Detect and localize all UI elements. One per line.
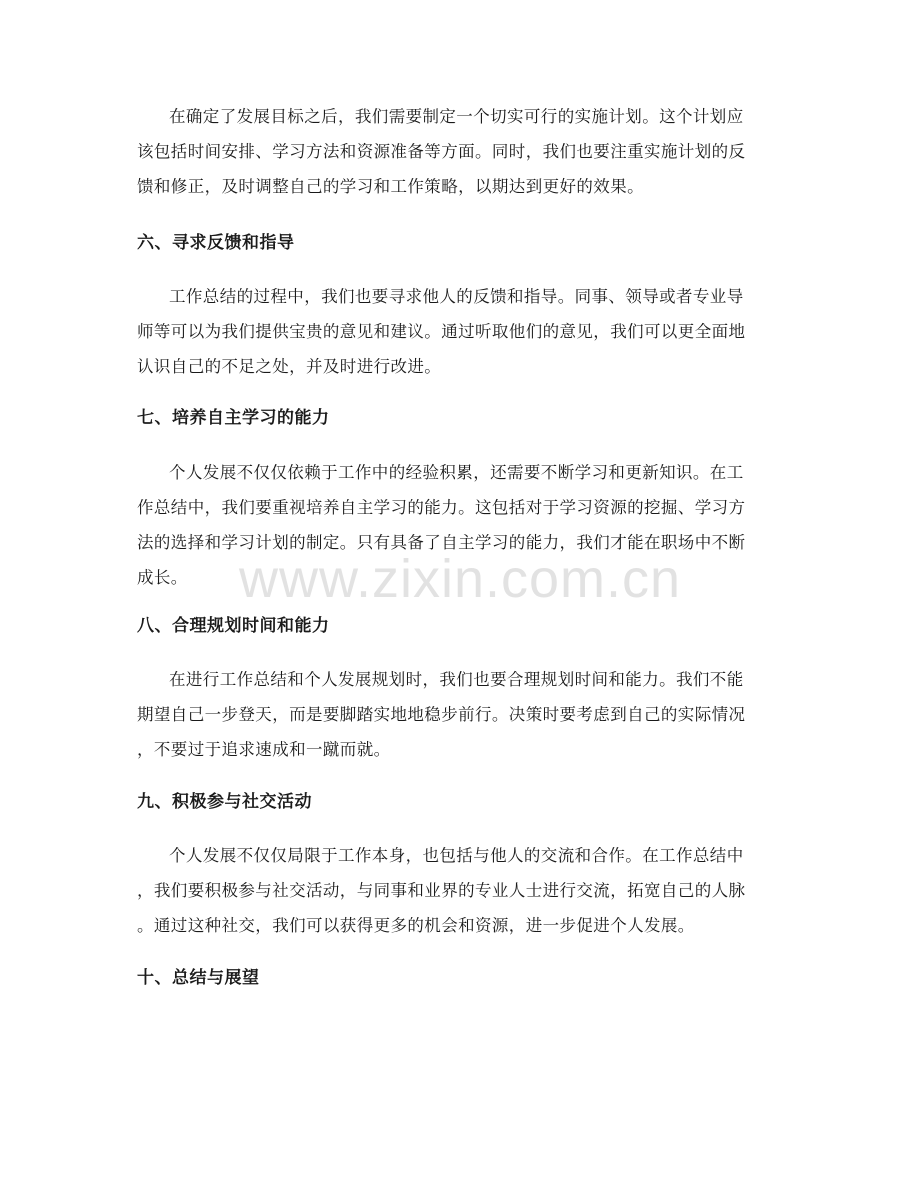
paragraph-line: 在进行工作总结和个人发展规划时，我们也要合理规划时间和能力。我们不能 bbox=[169, 670, 744, 689]
paragraph-line: 作总结中，我们要重视培养自主学习的能力。这包括对于学习资源的挖掘、学习方 bbox=[137, 498, 746, 517]
section-heading-8: 八、合理规划时间和能力 bbox=[137, 616, 330, 636]
paragraph-line: 成长。 bbox=[137, 568, 188, 587]
paragraph-line: ，不要过于追求速成和一蹴而就。 bbox=[137, 740, 391, 759]
section-heading-10: 十、总结与展望 bbox=[137, 968, 260, 988]
section-heading-6: 六、寻求反馈和指导 bbox=[137, 233, 295, 253]
watermark: www.zixin.com.cn bbox=[238, 549, 682, 609]
paragraph-feedback bbox=[137, 279, 785, 384]
paragraph-time-planning bbox=[137, 662, 785, 767]
paragraph-line: 工作总结的过程中，我们也要寻求他人的反馈和指导。同事、领导或者专业导 bbox=[169, 287, 744, 306]
paragraph-line: 该包括时间安排、学习方法和资源准备等方面。同时，我们也要注重实施计划的反 bbox=[137, 142, 746, 161]
paragraph-line: 个人发展不仅仅依赖于工作中的经验积累，还需要不断学习和更新知识。在工 bbox=[169, 463, 744, 482]
section-heading-7: 七、培养自主学习的能力 bbox=[137, 408, 330, 428]
paragraph-line: 。通过这种社交，我们可以获得更多的机会和资源，进一步促进个人发展。 bbox=[137, 916, 695, 935]
paragraph-line: 在确定了发展目标之后，我们需要制定一个切实可行的实施计划。这个计划应 bbox=[169, 107, 744, 126]
paragraph-line: 认识自己的不足之处，并及时进行改进。 bbox=[137, 357, 442, 376]
paragraph-line: 馈和修正，及时调整自己的学习和工作策略，以期达到更好的效果。 bbox=[137, 177, 644, 196]
paragraph-line: 个人发展不仅仅局限于工作本身，也包括与他人的交流和合作。在工作总结中 bbox=[169, 846, 744, 865]
paragraph-line: 法的选择和学习计划的制定。只有具备了自主学习的能力，我们才能在职场中不断 bbox=[137, 533, 746, 552]
paragraph-line: 期望自己一步登天，而是要脚踏实地地稳步前行。决策时要考虑到自己的实际情况 bbox=[137, 705, 746, 724]
paragraph-social-activities bbox=[137, 838, 785, 943]
paragraph-implementation-plan bbox=[137, 99, 785, 204]
section-heading-9: 九、积极参与社交活动 bbox=[137, 792, 312, 812]
paragraph-self-learning bbox=[137, 455, 785, 595]
paragraph-line: 师等可以为我们提供宝贵的意见和建议。通过听取他们的意见，我们可以更全面地 bbox=[137, 322, 746, 341]
paragraph-line: ，我们要积极参与社交活动，与同事和业界的专业人士进行交流，拓宽自己的人脉 bbox=[137, 881, 746, 900]
